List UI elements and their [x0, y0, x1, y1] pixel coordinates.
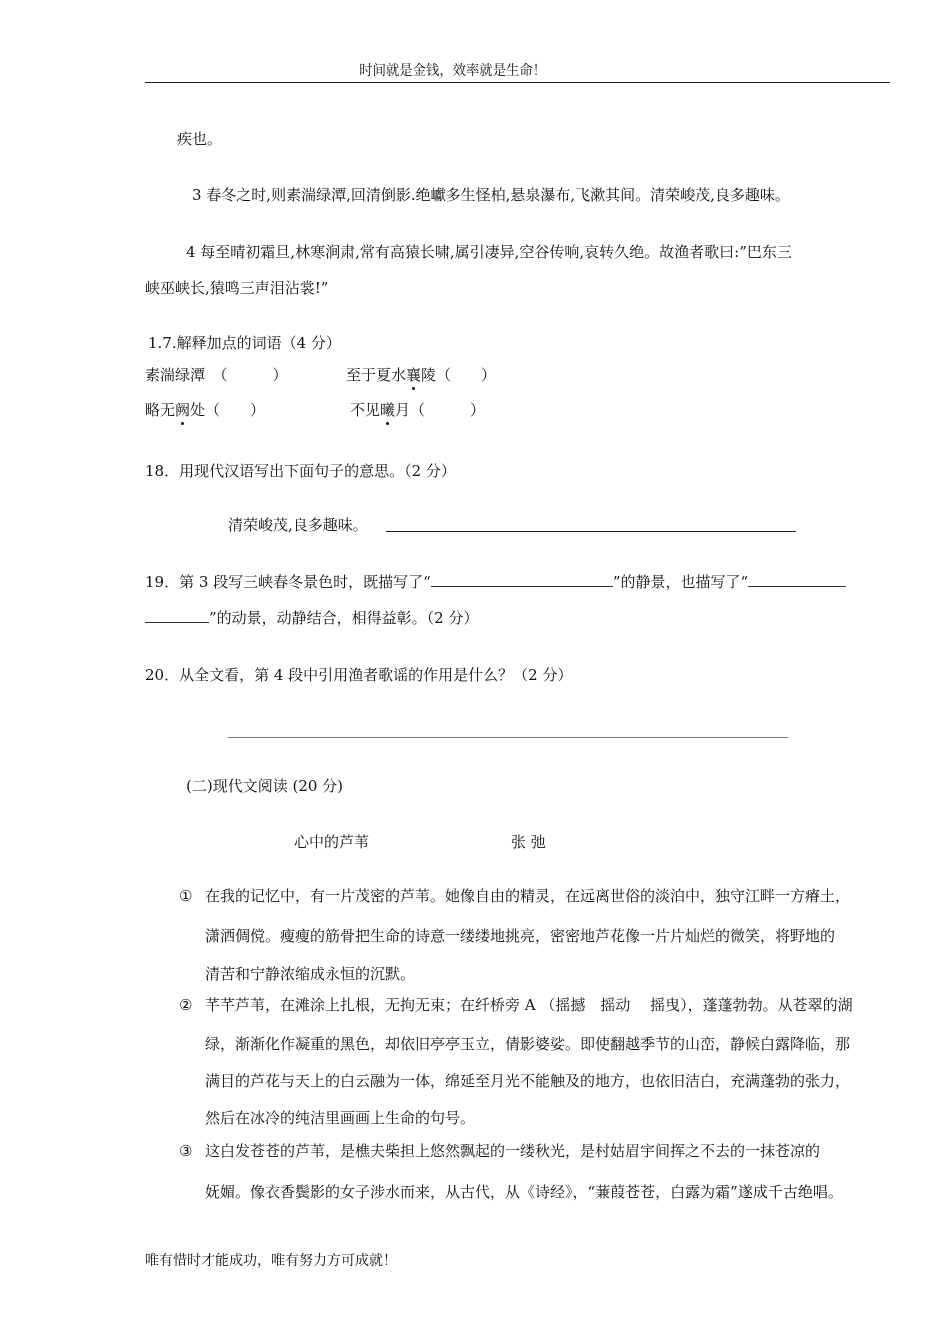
q17-item2: 至于夏水襄陵（ ）	[346, 366, 497, 384]
essay-para1-line2: 潇洒倜傥。瘦瘦的筋骨把生命的诗意一缕缕地挑亮，密密地芦花像一片片灿烂的微笑，将野地的	[205, 927, 836, 945]
essay-para2-line4: 然后在冰冷的纯洁里画画上生命的句号。	[205, 1109, 476, 1127]
q20-title: 20．从全文看，第 4 段中引用渔者歌谣的作用是什么？（2 分）	[145, 666, 573, 684]
essay-para2-line1: ② 芊芊芦苇，在滩涂上扎根，无拘无束；在纤桥旁 A （摇撼 摇动 摇曳），蓬蓬勃勃。从苍翠的湖	[179, 996, 853, 1014]
essay-para1-line3: 清苦和宁静浓缩成永恒的沉默。	[205, 965, 416, 983]
paragraph-number: ②	[179, 996, 193, 1014]
essay-para2-line2: 绿，渐渐化作凝重的黑色，却依旧亭亭玉立，倩影婆娑。即使翻越季节的山峦，静候白露降临，那	[205, 1035, 851, 1053]
paragraph-number: ③	[179, 1142, 193, 1160]
essay-para3-line1: ③ 这白发苍苍的芦苇，是樵夫柴担上悠然飘起的一缕秋光，是村姑眉宇间挥之不去的一抹苍凉的	[179, 1142, 821, 1160]
classical-line0: 疾也。	[177, 130, 223, 148]
essay-para1-line1: ① 在我的记忆中，有一片茂密的芦苇。她像自由的精灵，在远离世俗的淡泊中，独守江畔一方瘠土，	[179, 887, 851, 905]
q18-sentence: 清荣峻茂,良多趣味。	[228, 516, 368, 534]
classical-para3: 3 春冬之时,则素湍绿潭,回清倒影.绝巘多生怪柏,悬泉瀑布,飞漱其间。清荣峻茂,良多趣味。	[192, 186, 790, 204]
q18-title: 18．用现代汉语写出下面句子的意思。（2 分）	[145, 462, 456, 480]
essay-para3-line2: 妩媚。像衣香鬓影的女子涉水而来，从古代，从《诗经》，“蒹葭苍苍，白露为霜”遂成千古绝唱。	[205, 1183, 843, 1201]
emphasis-dot-char: 阙	[175, 401, 191, 419]
modern-section-title: (二)现代文阅读 (20 分)	[186, 777, 344, 795]
q19-line2: ”的动景，动静结合，相得益彰。（2 分）	[145, 607, 478, 628]
emphasis-dot-char: 襄	[406, 366, 422, 384]
q17-item3: 略无阙处（ ）	[145, 401, 266, 419]
page-footer: 唯有惜时才能成功，唯有努力方可成就！	[145, 1253, 397, 1269]
q19-blank-2b[interactable]	[145, 608, 209, 623]
classical-para4-line2: 峡巫峡长,猿鸣三声泪沾裳!”	[145, 279, 329, 297]
q19-line1: 19．第 3 段写三峡春冬景色时，既描写了“ ”的静景，也描写了“	[145, 571, 846, 592]
essay-author: 张 弛	[511, 833, 546, 851]
q20-answer-line[interactable]	[228, 737, 788, 738]
classical-para4-line1: 4 每至晴初霜旦,林寒涧肃,常有高猿长啸,属引凄异,空谷传响,哀转久绝。故渔者歌曰:”巴东三	[186, 243, 792, 261]
q18-answer-line[interactable]	[386, 531, 796, 532]
q19-blank-2a[interactable]	[748, 572, 846, 587]
header-rule	[145, 82, 890, 83]
essay-para2-line3: 满目的芦花与天上的白云融为一体，绵延至月光不能触及的地方，也依旧洁白，充满蓬勃的张力，	[205, 1072, 851, 1090]
emphasis-dot-char: 曦	[380, 401, 396, 419]
essay-title: 心中的芦苇	[294, 833, 370, 851]
paragraph-number: ①	[179, 887, 193, 905]
q17-title: 1.7.解释加点的词语（4 分）	[148, 334, 341, 352]
page-header: 时间就是金钱，效率就是生命！	[359, 63, 547, 79]
q17-item4: 不见曦月（ ）	[350, 401, 486, 419]
q19-blank-1[interactable]	[431, 572, 613, 587]
q17-item1: 素湍绿潭 （ ）	[145, 366, 288, 384]
